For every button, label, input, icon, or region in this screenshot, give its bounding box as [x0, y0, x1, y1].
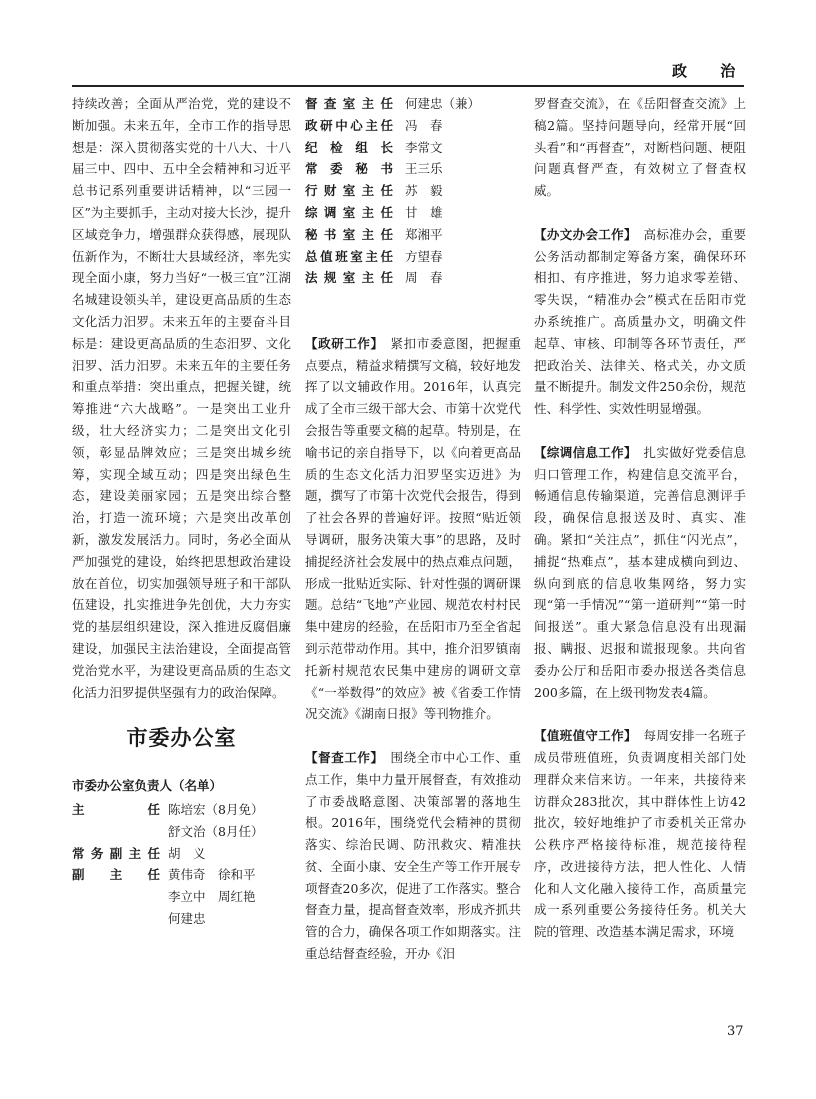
info-paragraph: [534, 442, 746, 704]
staff-name: 周 春: [405, 270, 443, 286]
staff-name: 方望春: [405, 248, 443, 264]
staff-row: [305, 202, 521, 224]
staff-name: 冯 春: [405, 117, 443, 133]
staff-row: [305, 224, 521, 246]
staff-name: 甘 雄: [405, 204, 443, 220]
duty-tag: 【值班值守工作】: [534, 728, 631, 744]
leaders-list-heading: 市委办公室负责人（名单）: [72, 778, 223, 794]
leader-row: [72, 843, 291, 865]
leader-role: 副 主 任: [72, 867, 160, 883]
section-header-label: 政 治: [672, 62, 750, 80]
duty-paragraph: [534, 725, 746, 943]
leader-name: 胡 义: [168, 845, 206, 861]
office-paragraph: [534, 224, 746, 420]
staff-row: [305, 267, 521, 289]
leader-name: 舒文治（8月任）: [168, 823, 264, 839]
staff-title: 行财室主任: [305, 183, 393, 199]
staff-row: [305, 158, 521, 180]
staff-title: 秘书室主任: [305, 226, 393, 242]
staff-title: 总值班室主任: [305, 248, 393, 264]
staff-title: 常委秘书: [305, 161, 393, 177]
leader-name: 陈培宏（8月免）: [168, 801, 264, 817]
header-divider: [72, 85, 744, 87]
research-paragraph: [305, 333, 521, 725]
staff-title: 政研中心主任: [305, 117, 393, 133]
staff-title: 法规室主任: [305, 270, 393, 286]
research-tag: 【政研工作】: [305, 335, 378, 351]
staff-name: 郑湘平: [405, 226, 443, 242]
staff-title: 综调室主任: [305, 204, 393, 220]
inspection-text: 围绕全市中心工作、重点工作，集中力量开展督查，有效推动了市委战略意图、决策部署的落地生根。2016年，围绕党代会精神的贯彻落实、综治民调、防汛救灾、精准扶贫、全面小康、安全生产等工作开展专项督查20多次，促进了工作落实。整合督查力量，提高督查效率，形成齐抓共管的合力，确保各项工作如期落实。注重总结督查经验，开办《汨: [305, 749, 521, 962]
body-paragraph: 持续改善；全面从严治党，党的建设不断加强。未来五年，全市工作的指导思想是：深入贯彻落实党的十八大、十八届三中、四中、五中全会精神和习近平总书记系列重要讲话精神，以“三园一区”为主要抓手，主动对接大长沙，提升区域竞争力，增强群众获得感，展现队伍新作为，不断壮大县域经济，率先实现全面小康，努力当好“一极三宜”江湖名城建设领头羊，建设更高品质的生态文化活力汨罗。未来五年的主要奋斗目标是：建设更高品质的生态汨罗、文化汨罗、活力汨罗。未来五年的主要任务和重点举措：突出重点，把握关键，统筹推进“六大战略”。一是突出工业升级，壮大经济实力；二是突出文化引领，彰显品牌效应；三是突出城乡统筹，实现全域互动；四是突出绿色生态，建设美丽家园；五是突出综合整治，打造一流环境；六是突出改革创新，激发发展活力。同时，务必全面从严加强党的建设，始终把思想政治建设放在首位，切实加强领导班子和干部队伍建设，扎实推进争先创优，大力夯实党的基层组织建设，深入推进反腐倡廉建设，加强民主法治建设，全面提高管党治党水平，为建设更高品质的生态文化活力汨罗提供坚强有力的政治保障。: [72, 96, 291, 700]
staff-name: 李常文: [405, 139, 443, 155]
leaders-list: [72, 799, 291, 930]
inspection-paragraph: [305, 747, 521, 965]
research-text: 紧扣市委意图，把握重点要点，精益求精撰写文稿，较好地发挥了以文辅政作用。2016年，认真完成了全市三级干部大会、市第十次党代会报告等重要文稿的起草。特别是，在喻书记的亲自指导下，以《向着更高品质的生态文化活力汨罗坚实迈进》为题，撰写了市第十次党代会报告，得到了社会各界的普遍好评。按照“贴近领导调研，服务决策大事”的思路，及时捕捉经济社会发展中的热点难点问题，形成一批贴近实际、针对性强的调研课题。总结“飞地”产业园、规范农村村民集中建房的经验，在岳阳市乃至全省起到示范带动作用。其中，推介汨罗镇南托新村规范农民集中建房的调研文章《“一举数得”的效应》被《省委工作情况交流》《湖南日报》等刊物推介。: [305, 335, 521, 722]
staff-row: [305, 180, 521, 202]
leader-name: 黄伟奇 徐和平: [168, 867, 256, 883]
duty-text: 每周安排一名班子成员带班值班，负责调度相关部门处理群众来信来访。一年来，共接待来访群众283批次，其中群体性上访42批次，较好地维护了市委机关正常办公秩序严格接待标准，规范接待程序，改进接待方法，把人性化、人情化和人文化融入接待工作，高质量完成一系列重要公务接待任务。机关大院的管理、改造基本满足需求，环境: [534, 728, 746, 940]
inspection-tag: 【督查工作】: [305, 749, 378, 765]
office-text: 高标准办会，重要公务活动都制定筹备方案，确保环环相扣、有序推进，努力追求零差错、零失误，“精准办会”模式在岳阳市党办系统推广。高质量办文，明确文件起草、审核、印制等各环节责任，严把政治关、法律关、格式关，办文质量不断提升。制发文件250余份，规范性、科学性、实效性明显增强。: [534, 226, 746, 417]
staff-name: 何建忠（兼）: [405, 96, 481, 111]
leader-name: 何建忠: [168, 910, 206, 926]
staff-name: 苏 毅: [405, 183, 443, 199]
leader-role: 常务副主任: [72, 845, 160, 861]
staff-row: [305, 137, 521, 159]
column-middle: [305, 93, 521, 965]
staff-title: 督查室主任: [305, 96, 393, 111]
leader-row: [72, 799, 291, 843]
staff-name: 王三乐: [405, 161, 443, 177]
section-title: 市委办公室: [126, 725, 237, 751]
page-number: 37: [727, 1024, 744, 1039]
staff-title: 纪检组长: [305, 139, 393, 155]
leader-row: [72, 864, 291, 929]
office-tag: 【办文办会工作】: [534, 226, 631, 242]
leader-role: 主 任: [72, 801, 160, 817]
staff-row: [305, 93, 521, 115]
continuation-paragraph: 罗督查交流》，在《岳阳督查交流》上稿2篇。坚持问题导向，经常开展“回头看”和“再督查”，对断档问题、梗阻问题真督严查，有效树立了督查权威。: [534, 96, 746, 199]
info-tag: 【综调信息工作】: [534, 444, 631, 460]
column-right: [534, 93, 746, 943]
column-left: [72, 93, 291, 930]
info-text: 扎实做好党委信息归口管理工作，构建信息交流平台，畅通信息传输渠道，完善信息测评手段，确保信息报送及时、真实、准确。紧扣“关注点”，抓住“闪光点”，捕捉“热难点”，基本建成横向到边、纵向到底的信息收集网络，努力实现“第一手情况”“第一道研判”“第一时间报送”。重大紧急信息没有出现漏报、瞒报、迟报和谎报现象。共向省委办公厅和岳阳市委办报送各类信息200多篇，在上级刊物发表4篇。: [534, 444, 746, 700]
staff-row: [305, 115, 521, 137]
staff-row: [305, 246, 521, 268]
staff-list: [305, 93, 521, 289]
leader-name: 李立中 周红艳: [168, 889, 256, 905]
